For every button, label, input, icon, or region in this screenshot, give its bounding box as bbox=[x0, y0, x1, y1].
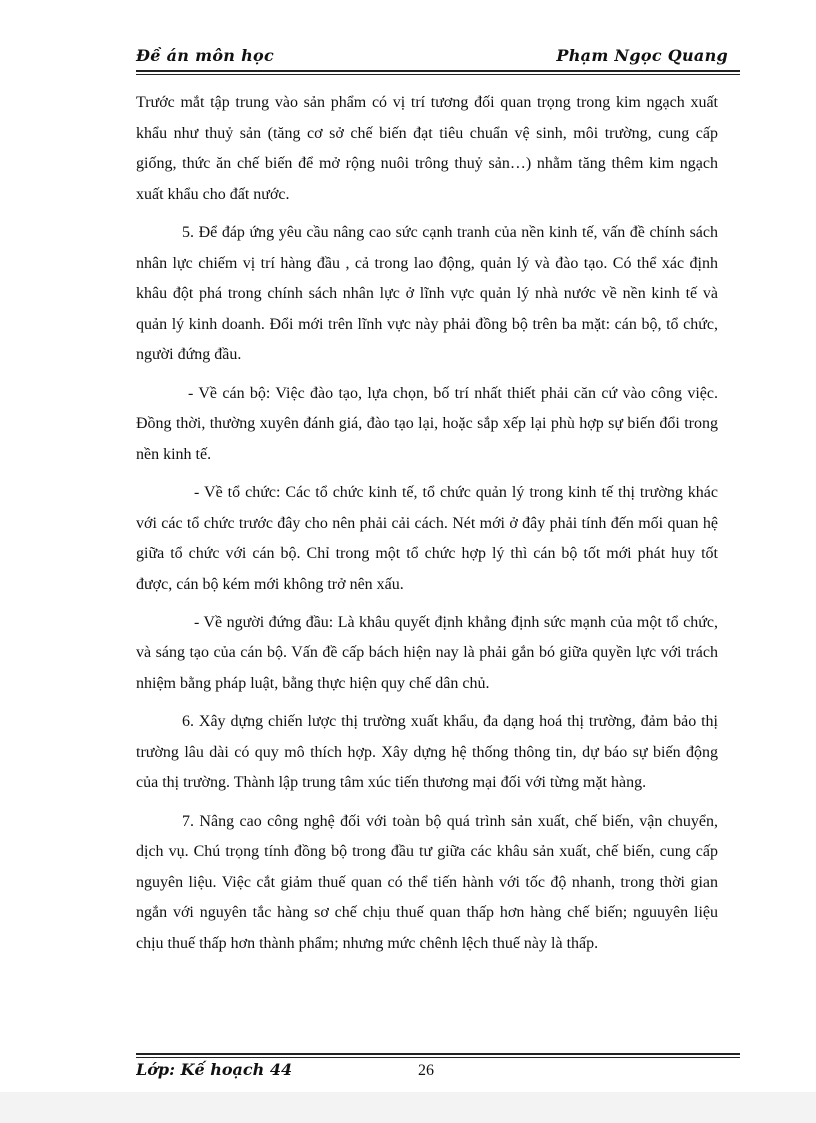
header-divider bbox=[136, 70, 740, 75]
header-course-title: Đề án môn học bbox=[136, 46, 275, 65]
paragraph: 6. Xây dựng chiến lược thị trường xuất khẩu, đa dạng hoá thị trường, đảm bảo thị trường lâu dài có quy mô thích hợp. Xây dựng hệ thống thông tin, dự báo sự biến động của thị trường. Thành lập trung tâm xúc tiến thương mại đối với từng mặt hàng. bbox=[136, 713, 718, 792]
paragraph: - Về tổ chức: Các tổ chức kinh tế, tổ chức quản lý trong kinh tế thị trường khác với các tổ chức trước đây cho nên phải cải cách. Nét mới ở đây phải tính đến mối quan hệ giữa tổ chức với cán bộ. Chỉ trong một tổ chức hợp lý thì cán bộ tốt mới phát huy tốt được, cán bộ kém mới không trở nên xấu. bbox=[136, 483, 718, 593]
paragraph: - Về cán bộ: Việc đào tạo, lựa chọn, bố trí nhất thiết phải căn cứ vào công việc. Đồng thời, thường xuyên đánh giá, đào tạo lại, hoặc sắp xếp lại phù hợp sự biến đổi trong nền kinh tế. bbox=[136, 384, 718, 463]
paragraph: Trước mắt tập trung vào sản phẩm có vị trí tương đối quan trọng trong kim ngạch xuất khẩu như thuỷ sản (tăng cơ sở chế biến đạt tiêu chuẩn vệ sinh, môi trường, cung cấp giống, thức ăn chế biến để mở rộng nuôi trông thuỷ sản…) nhằm tăng thêm kim ngạch xuất khẩu cho đất nước. bbox=[136, 94, 718, 203]
paragraph: 7. Nâng cao công nghệ đối với toàn bộ quá trình sản xuất, chế biến, vận chuyển, dịch vụ. Chú trọng tính đồng bộ trong đầu tư giữa các khâu sản xuất, chế biến, cung cấp nguyên liệu. Việc cắt giảm thuế quan có thể tiến hành với tốc độ nhanh, trong thời gian ngắn với nguyên tắc hàng sơ chế chịu thuế quan thấp hơn hàng chế biến; nguuyên liệu chịu thuế thấp hơn thành phẩm; nhưng mức chênh lệch thuế này là thấp. bbox=[136, 812, 718, 952]
paragraph: 5. Để đáp ứng yêu cầu nâng cao sức cạnh tranh của nền kinh tế, vấn đề chính sách nhân lực chiếm vị trí hàng đầu , cả trong lao động, quản lý và đào tạo. Có thể xác định khâu đột phá trong chính sách nhân lực ở lĩnh vực quản lý nhà nước về nền kinh tế và quản lý kinh doanh. Đổi mới trên lĩnh vực này phải đồng bộ trên ba mặt: cán bộ, tổ chức, người đứng đầu. bbox=[136, 223, 718, 364]
footer-class-label: Lớp: Kế hoạch 44 bbox=[136, 1060, 293, 1079]
body-text bbox=[136, 88, 718, 967]
header-author-name: Phạm Ngọc Quang bbox=[556, 46, 728, 65]
page-header bbox=[136, 44, 740, 72]
page-number: 26 bbox=[418, 1062, 434, 1079]
page-bottom-margin bbox=[0, 1092, 816, 1123]
paragraph: - Về người đứng đầu: Là khâu quyết định khẳng định sức mạnh của một tổ chức, và sáng tạo của cán bộ. Vấn đề cấp bách hiện nay là phải gắn bó giữa quyền lực với trách nhiệm bằng pháp luật, bằng thực hiện quy chế dân chủ. bbox=[136, 613, 718, 693]
footer-divider bbox=[136, 1053, 740, 1058]
page-footer bbox=[136, 1060, 740, 1080]
